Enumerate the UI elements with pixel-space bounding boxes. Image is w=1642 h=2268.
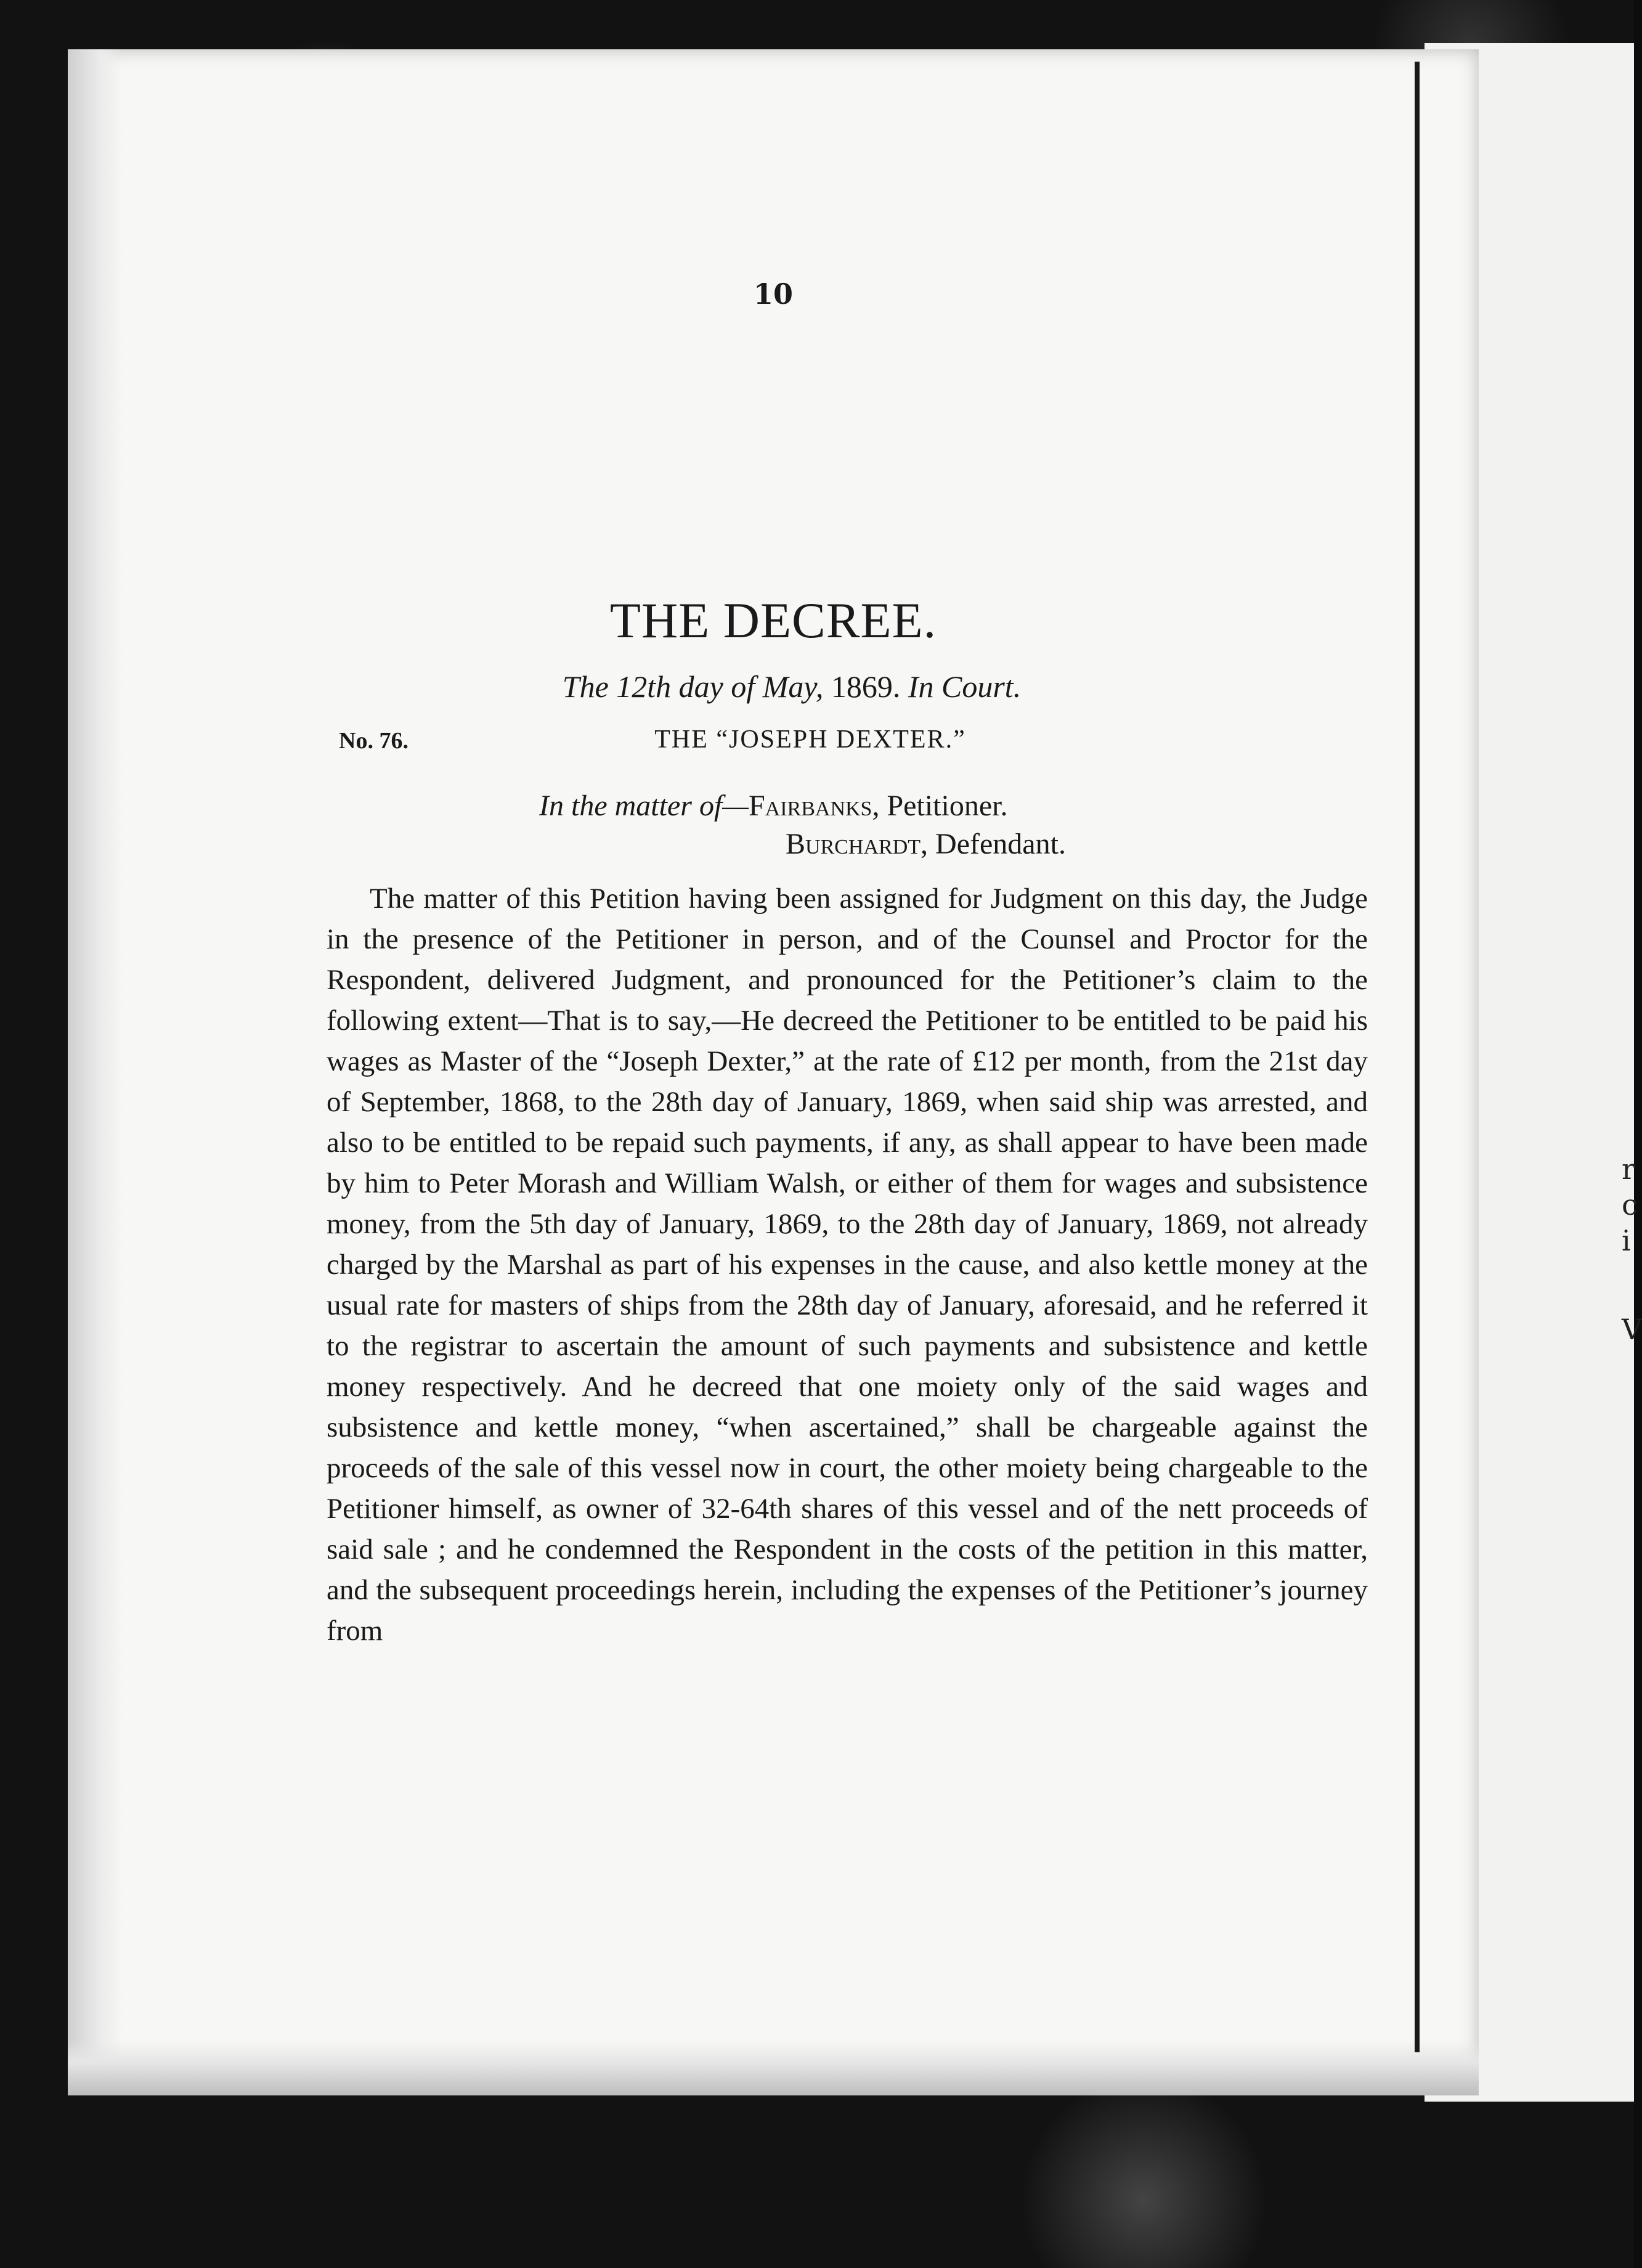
decree-date	[68, 669, 1479, 704]
ship-name: THE “JOSEPH DEXTER.”	[654, 725, 966, 754]
adjacent-page-fragment: i	[1622, 1224, 1631, 1257]
matter-prefix: In the matter of—	[539, 789, 749, 822]
case-number: No. 76.	[339, 728, 408, 754]
defendant-name: Burchardt	[786, 828, 921, 860]
page-number: 10	[753, 277, 793, 311]
page-title: THE DECREE.	[609, 592, 937, 648]
adjacent-page-fragment: V	[1622, 1313, 1642, 1346]
defendant-role: , Defendant.	[921, 828, 1066, 860]
adjacent-page-fragment: r	[1622, 1152, 1635, 1186]
date-prefix: The 12th day of May,	[562, 669, 824, 704]
date-year: 1869.	[823, 669, 908, 704]
petitioner-role: , Petitioner.	[872, 789, 1008, 822]
adjacent-page-fragment: c	[1622, 1188, 1638, 1222]
petitioner-name: Fairbanks	[748, 789, 872, 822]
decree-body: The matter of this Petition having been assigned for Judgment on this day, the Judge in the presence of the Petitioner in person, and of the Counsel and Proctor for the Respondent, delivered Judgment, and pronounced for the Petitioner’s claim to the following extent—That is to say,—He decreed the Petitioner to be entitled to be paid his wages as Master of the “Joseph Dexter,” at the rate of £12 per month, from the 21st day of September, 1868, to the 28th day of January, 1869, when said ship was arrested, and also to be entitled to be repaid such payments, if any, as shall appear to have been made by him to Peter Morash and William Walsh, or either of them for wages and subsistence money, from the 5th day of January, 1869, to the 28th day of January, 1869, not already charged by the Marshal as part of his expenses in the cause, and also kettle money at the usual rate for masters of ships from the 28th day of January, aforesaid, and he referred it to the registrar to ascertain the amount of such payments and subsistence and kettle money respectively. And he decreed that one moiety only of the said wages and subsistence and kettle money, “when ascertained,” shall be chargeable against the proceeds of the sale of this vessel now in court, the other moiety being chargeable to the Petitioner himself, as owner of 32-64th shares of this vessel and of the nett proceeds of said sale ; and he condemned the Respondent in the costs of the petition in this matter, and the subsequent proceedings herein, including the expenses of the Petitioner’s journey from	[327, 883, 1368, 1647]
document-page	[68, 49, 1479, 2095]
page-content	[68, 49, 1479, 2095]
parties-petitioner	[539, 789, 1007, 823]
parties-defendant	[786, 827, 1066, 861]
page-fold-line	[1415, 62, 1420, 2052]
date-suffix: In Court.	[908, 669, 1022, 704]
